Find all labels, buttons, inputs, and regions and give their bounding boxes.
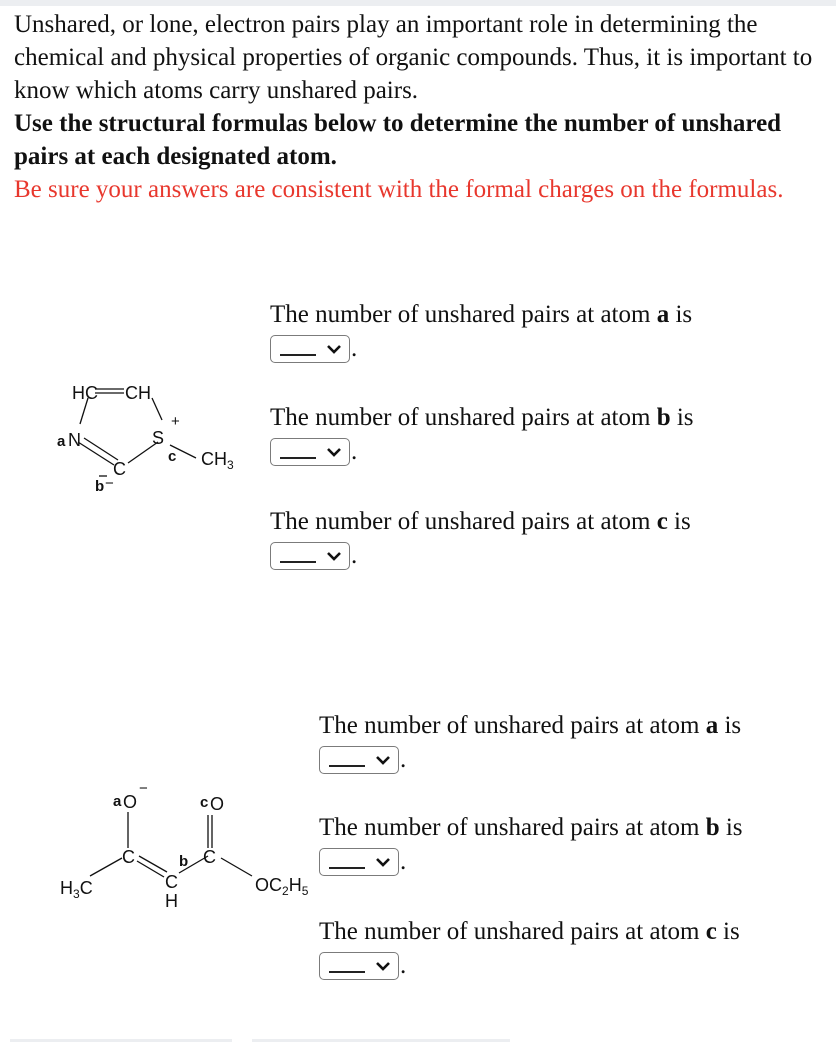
period: . bbox=[400, 848, 407, 875]
dropdown-blank bbox=[329, 971, 365, 973]
atom-c-ring: C bbox=[113, 459, 126, 479]
charge-minus-1: − bbox=[105, 475, 114, 492]
charge-minus-2: − bbox=[139, 780, 148, 797]
atom-n: N bbox=[68, 430, 81, 450]
atom-o-a: O bbox=[123, 792, 138, 812]
question-2a: The number of unshared pairs at atom a is bbox=[319, 712, 742, 739]
chevron-down-icon bbox=[327, 446, 341, 458]
dropdown-blank bbox=[329, 765, 365, 767]
dropdown-blank bbox=[280, 457, 316, 459]
label-c-2: c bbox=[200, 794, 209, 811]
ch-group: CH bbox=[125, 383, 151, 403]
period: . bbox=[351, 438, 358, 465]
instruction: Use the structural formulas below to determine the number of unshared pairs at each designated atom. bbox=[14, 110, 782, 170]
label-a-2: a bbox=[113, 793, 122, 810]
atom-c-b: C bbox=[165, 872, 178, 892]
atom-o-c: O bbox=[210, 794, 225, 814]
answer-dropdown-2c[interactable] bbox=[319, 952, 399, 980]
period: . bbox=[400, 952, 407, 979]
period: . bbox=[351, 335, 358, 362]
dropdown-blank bbox=[329, 867, 365, 869]
question-2c: The number of unshared pairs at atom c is bbox=[319, 918, 740, 945]
question-1a: The number of unshared pairs at atom a is bbox=[270, 301, 693, 328]
chevron-down-icon bbox=[376, 754, 390, 766]
ch3-group: $CH_3$ bbox=[201, 449, 234, 472]
question-2b: The number of unshared pairs at atom b is bbox=[319, 814, 743, 841]
label-c-1: c bbox=[168, 448, 177, 465]
answer-dropdown-1c[interactable] bbox=[270, 542, 350, 570]
h3c-group: $H_3C$ bbox=[60, 878, 93, 901]
dropdown-blank bbox=[280, 354, 316, 356]
intro-paragraph: Unshared, or lone, electron pairs play an important role in determining the chemical and physical properties of organic compounds. Thus, it is important to know which atoms carry unshared pairs. bbox=[14, 11, 813, 104]
answer-dropdown-2b[interactable] bbox=[319, 848, 399, 876]
atom-c3: C bbox=[203, 847, 216, 867]
charge-plus: + bbox=[171, 413, 180, 430]
chevron-down-icon bbox=[327, 550, 341, 562]
hc-group: HC bbox=[72, 383, 98, 403]
dropdown-blank bbox=[280, 561, 316, 563]
label-a-1: a bbox=[57, 433, 66, 450]
consistency-note: Be sure your answers are consistent with the formal charges on the formulas. bbox=[14, 176, 784, 203]
atom-c1: C bbox=[122, 847, 135, 867]
atom-h: H bbox=[165, 891, 178, 911]
chevron-down-icon bbox=[327, 343, 341, 355]
chevron-down-icon bbox=[376, 856, 390, 868]
label-b-2: b bbox=[179, 853, 189, 870]
answer-dropdown-2a[interactable] bbox=[319, 746, 399, 774]
period: . bbox=[351, 542, 358, 569]
chevron-down-icon bbox=[376, 960, 390, 972]
period: . bbox=[400, 746, 407, 773]
oc2h5-group: $OC_2H_5$ bbox=[255, 875, 309, 898]
answer-dropdown-1a[interactable] bbox=[270, 335, 350, 363]
question-1c: The number of unshared pairs at atom c is bbox=[270, 508, 691, 535]
answer-dropdown-1b[interactable] bbox=[270, 438, 350, 466]
atom-s: S bbox=[152, 428, 165, 448]
question-1b: The number of unshared pairs at atom b is bbox=[270, 404, 694, 431]
label-b-1: b bbox=[95, 478, 105, 495]
